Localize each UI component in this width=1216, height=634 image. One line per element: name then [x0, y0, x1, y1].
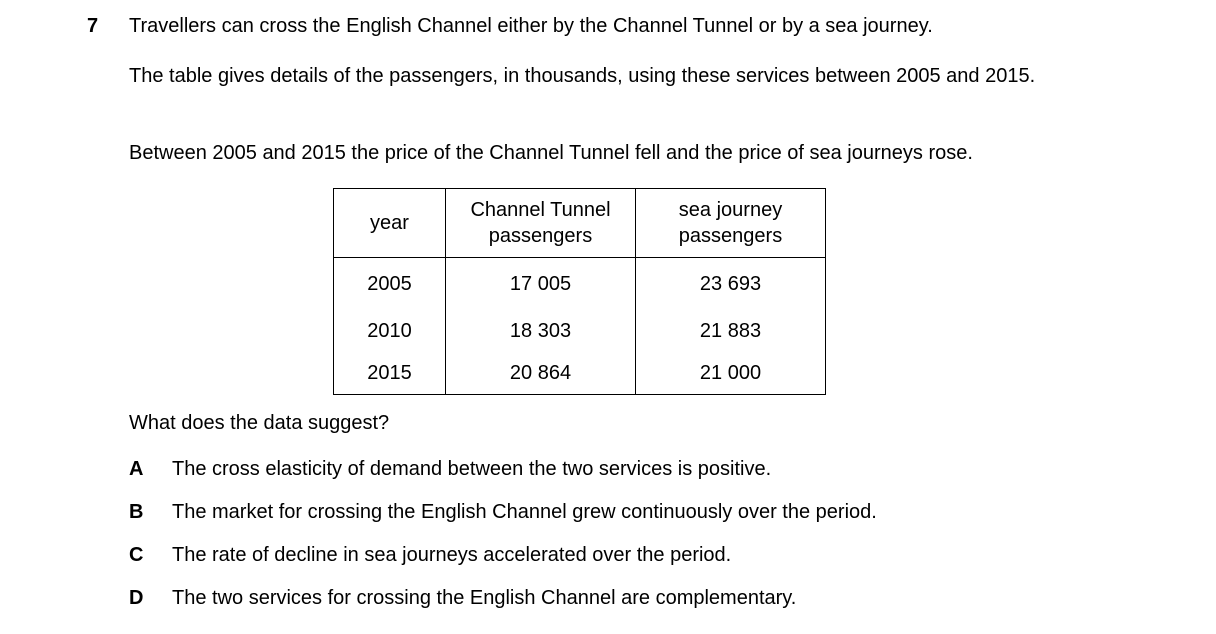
cell-year: 2015	[334, 352, 446, 395]
header-year-label: year	[370, 212, 409, 234]
passenger-table	[333, 188, 826, 395]
option-text: The rate of decline in sea journeys accelerated over the period.	[172, 544, 732, 566]
cell-tunnel: 20 864	[446, 352, 636, 395]
header-channel-tunnel	[446, 189, 636, 258]
cell-tunnel: 17 005	[446, 258, 636, 311]
option-c[interactable]	[129, 542, 731, 568]
header-year	[334, 189, 446, 258]
option-letter: A	[129, 458, 144, 480]
option-d[interactable]	[129, 585, 796, 611]
option-b[interactable]	[129, 499, 877, 525]
option-text: The market for crossing the English Channel grew continuously over the period.	[172, 501, 877, 523]
header-tunnel-line2: passengers	[488, 225, 593, 247]
option-letter: B	[129, 501, 144, 523]
table-row	[334, 258, 826, 311]
table-intro: The table gives details of the passengers, in thousands, using these services between 2005 and 2015.	[129, 65, 1036, 87]
question-number: 7	[87, 15, 99, 37]
cell-year: 2005	[334, 258, 446, 311]
option-text: The two services for crossing the English Channel are complementary.	[172, 587, 797, 609]
cell-tunnel: 18 303	[446, 310, 636, 352]
header-sea-line2: passengers	[678, 225, 783, 247]
header-sea-line1: sea journey	[678, 199, 783, 221]
option-text: The cross elasticity of demand between the two services is positive.	[172, 458, 772, 480]
cell-sea: 21 883	[636, 310, 826, 352]
table-header-row	[334, 189, 826, 258]
question-prompt: What does the data suggest?	[129, 412, 390, 434]
option-letter: D	[129, 587, 144, 609]
option-a[interactable]	[129, 456, 771, 482]
table-row	[334, 352, 826, 395]
header-sea-journey	[636, 189, 826, 258]
cell-sea: 21 000	[636, 352, 826, 395]
option-letter: C	[129, 544, 144, 566]
cell-year: 2010	[334, 310, 446, 352]
header-tunnel-line1: Channel Tunnel	[470, 199, 611, 221]
question-intro: Travellers can cross the English Channel either by the Channel Tunnel or by a sea journey.	[129, 15, 933, 37]
cell-sea: 23 693	[636, 258, 826, 311]
price-context: Between 2005 and 2015 the price of the Channel Tunnel fell and the price of sea journeys rose.	[129, 142, 973, 164]
table-row	[334, 310, 826, 352]
